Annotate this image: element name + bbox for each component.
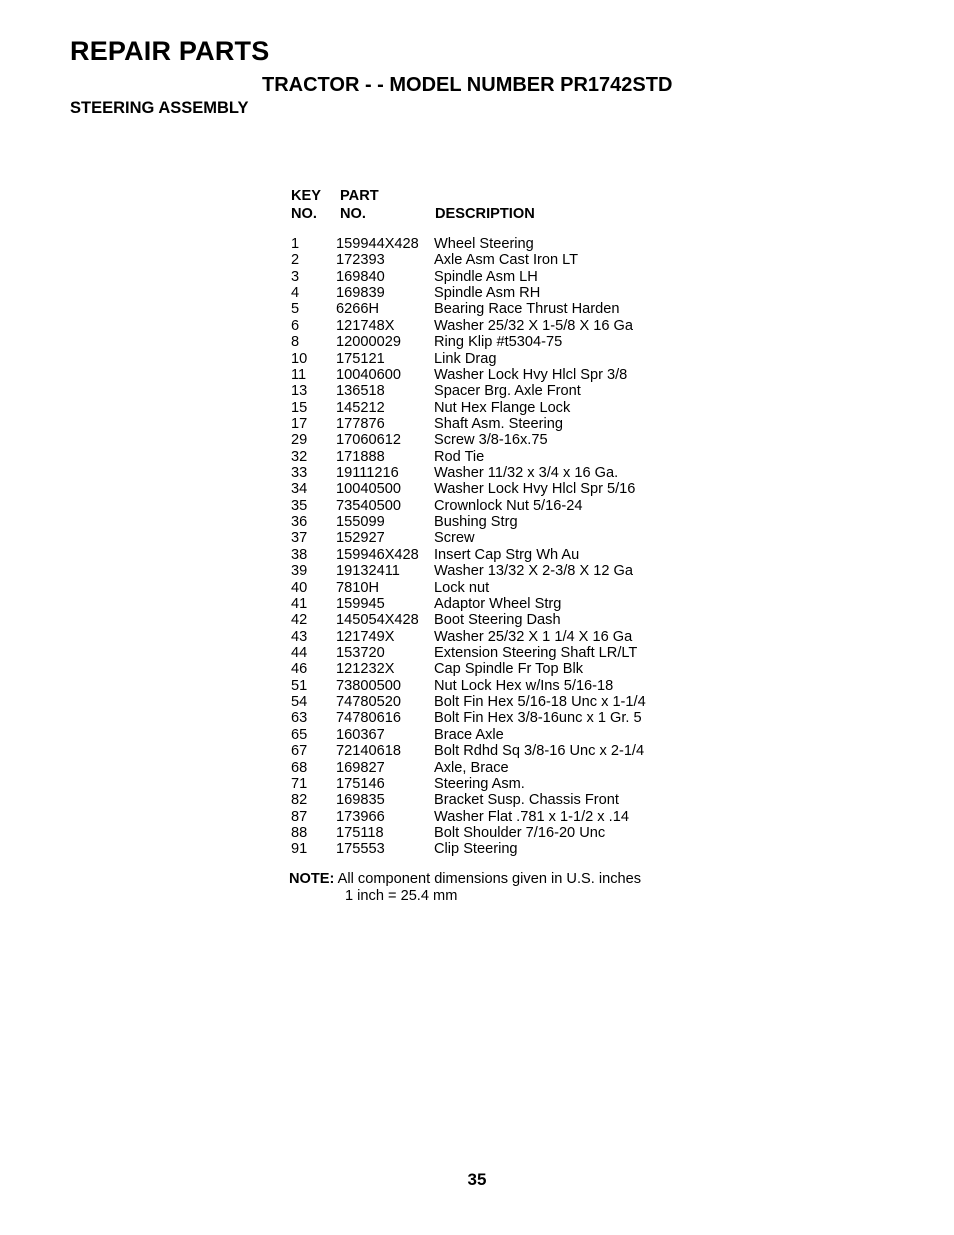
key-cell: 35 [291,497,308,514]
description-cell: Spindle Asm RH [434,285,541,302]
part-number-cell: 145054X428 [336,612,419,629]
description-cell: Rod Tie [434,448,485,465]
description-cell: Axle, Brace [434,759,509,776]
description-cell: Link Drag [434,350,497,367]
part-number-cell: 159945 [336,595,385,612]
header-part-no-label: NO. [340,206,366,222]
note-line-2: 1 inch = 25.4 mm [345,887,458,904]
part-number-cell: 17060612 [336,432,401,449]
key-cell: 54 [291,694,308,711]
key-cell: 5 [291,301,300,318]
description-cell: Washer Lock Hvy Hlcl Spr 3/8 [434,366,628,383]
description-cell: Ring Klip #t5304-75 [434,334,563,351]
key-cell: 8 [291,334,300,351]
part-number-cell: 160367 [336,726,385,743]
key-cell: 87 [291,808,308,825]
description-cell: Axle Asm Cast Iron LT [434,252,579,269]
key-cell: 10 [291,350,308,367]
description-cell: Nut Lock Hex w/Ins 5/16-18 [434,677,614,694]
header-key-label: KEY [291,188,322,204]
part-number-cell: 74780520 [336,694,401,711]
key-cell: 33 [291,465,308,482]
key-cell: 15 [291,399,308,416]
part-number-cell: 169827 [336,759,385,776]
note-line-1 [289,871,641,888]
key-cell: 38 [291,546,308,563]
part-number-cell: 175118 [336,824,384,841]
part-number-cell: 177876 [336,415,385,432]
description-cell: Bolt Rdhd Sq 3/8-16 Unc x 2-1/4 [434,743,645,760]
part-number-cell: 153720 [336,644,385,661]
part-number-cell: 159944X428 [336,236,419,252]
key-cell: 42 [291,612,308,629]
key-cell: 32 [291,448,308,465]
description-cell: Bushing Strg [434,514,518,531]
description-cell: Boot Steering Dash [434,612,561,629]
description-cell: Washer Flat .781 x 1-1/2 x .14 [434,808,629,825]
part-number-cell: 173966 [336,808,385,825]
description-cell: Spacer Brg. Axle Front [434,383,581,400]
key-cell: 3 [291,268,300,285]
description-cell: Extension Steering Shaft LR/LT [434,644,638,661]
description-cell: Screw 3/8-16x.75 [434,432,548,449]
key-cell: 2 [291,252,300,269]
key-cell: 39 [291,563,308,580]
description-cell: Bolt Fin Hex 5/16-18 Unc x 1-1/4 [434,694,646,711]
key-cell: 82 [291,792,308,809]
part-number-cell: 6266H [336,301,380,318]
key-cell: 91 [291,841,308,858]
note [289,871,641,904]
key-cell: 17 [291,415,308,432]
part-number-cell: 12000029 [336,334,401,351]
key-cell: 41 [291,595,308,612]
part-number-cell: 136518 [336,383,385,400]
description-cell: Screw [434,530,475,547]
description-cell: Bolt Shoulder 7/16-20 Unc [434,824,606,841]
key-cell: 29 [291,432,308,449]
section-heading: STEERING ASSEMBLY [70,99,249,117]
key-cell: 43 [291,628,308,645]
part-number-cell: 10040500 [336,481,401,498]
part-number-cell: 159946X428 [336,546,419,563]
description-cell: Bolt Fin Hex 3/8-16unc x 1 Gr. 5 [434,710,642,727]
header-description-label: DESCRIPTION [435,206,535,222]
description-cell: Crownlock Nut 5/16-24 [434,497,583,514]
key-cell: 68 [291,759,308,776]
description-cell: Cap Spindle Fr Top Blk [434,661,583,678]
key-cell: 63 [291,710,308,727]
part-number-cell: 121748X [336,317,395,334]
description-cell: Wheel Steering [434,236,534,252]
key-cell: 51 [291,677,308,694]
header-key-no-label: NO. [291,206,317,222]
key-cell: 40 [291,579,308,596]
part-number-cell: 171888 [336,448,385,465]
note-label: NOTE: [289,871,335,887]
part-number-cell: 72140618 [336,743,401,760]
key-cell: 4 [291,285,300,302]
description-cell: Steering Asm. [434,775,525,792]
part-number-cell: 169839 [336,285,385,302]
part-number-cell: 175121 [336,350,385,367]
description-cell: Lock nut [434,579,490,596]
key-cell: 44 [291,644,308,661]
description-cell: Washer 13/32 X 2-3/8 X 12 Ga [434,563,634,580]
key-cell: 88 [291,824,308,841]
part-number-cell: 121232X [336,661,395,678]
part-number-cell: 73540500 [336,497,401,514]
key-cell: 36 [291,514,308,531]
description-cell: Shaft Asm. Steering [434,415,563,432]
key-cell: 6 [291,317,300,334]
description-cell: Nut Hex Flange Lock [434,399,571,416]
description-cell: Washer Lock Hvy Hlcl Spr 5/16 [434,481,636,498]
part-number-cell: 152927 [336,530,385,547]
key-cell: 67 [291,743,308,760]
key-cell: 71 [291,775,308,792]
description-cell: Washer 25/32 X 1-5/8 X 16 Ga [434,317,634,334]
part-number-cell: 172393 [336,252,385,269]
description-cell: Bearing Race Thrust Harden [434,301,620,318]
description-cell: Washer 25/32 X 1 1/4 X 16 Ga [434,628,633,645]
part-number-cell: 121749X [336,628,395,645]
key-cell: 46 [291,661,308,678]
part-number-cell: 169835 [336,792,385,809]
header-part-label: PART [340,188,379,204]
description-cell: Bracket Susp. Chassis Front [434,792,619,809]
part-number-cell: 7810H [336,579,380,596]
key-cell: 34 [291,481,308,498]
part-number-cell: 10040600 [336,366,401,383]
key-cell: 65 [291,726,308,743]
key-cell: 37 [291,530,308,547]
part-number-cell: 19132411 [336,563,400,580]
note-text: All component dimensions given in U.S. inches [337,871,642,887]
key-cell: 1 [291,236,300,252]
key-cell: 11 [291,366,307,383]
description-cell: Spindle Asm LH [434,268,538,285]
part-number-cell: 175146 [336,775,385,792]
description-cell: Washer 11/32 x 3/4 x 16 Ga. [434,465,619,482]
description-cell: Insert Cap Strg Wh Au [434,546,580,563]
part-number-cell: 145212 [336,399,385,416]
description-cell: Adaptor Wheel Strg [434,595,562,612]
model-subtitle: TRACTOR - - MODEL NUMBER PR1742STD [262,74,673,96]
description-cell: Clip Steering [434,841,518,858]
part-number-cell: 169840 [336,268,385,285]
page-title: REPAIR PARTS [70,36,270,66]
description-cell: Brace Axle [434,726,504,743]
part-number-cell: 19111216 [336,465,399,482]
part-number-cell: 155099 [336,514,385,531]
key-cell: 13 [291,383,308,400]
part-number-cell: 73800500 [336,677,401,694]
part-number-cell: 175553 [336,841,385,858]
part-number-cell: 74780616 [336,710,401,727]
page-number: 35 [467,1170,487,1189]
